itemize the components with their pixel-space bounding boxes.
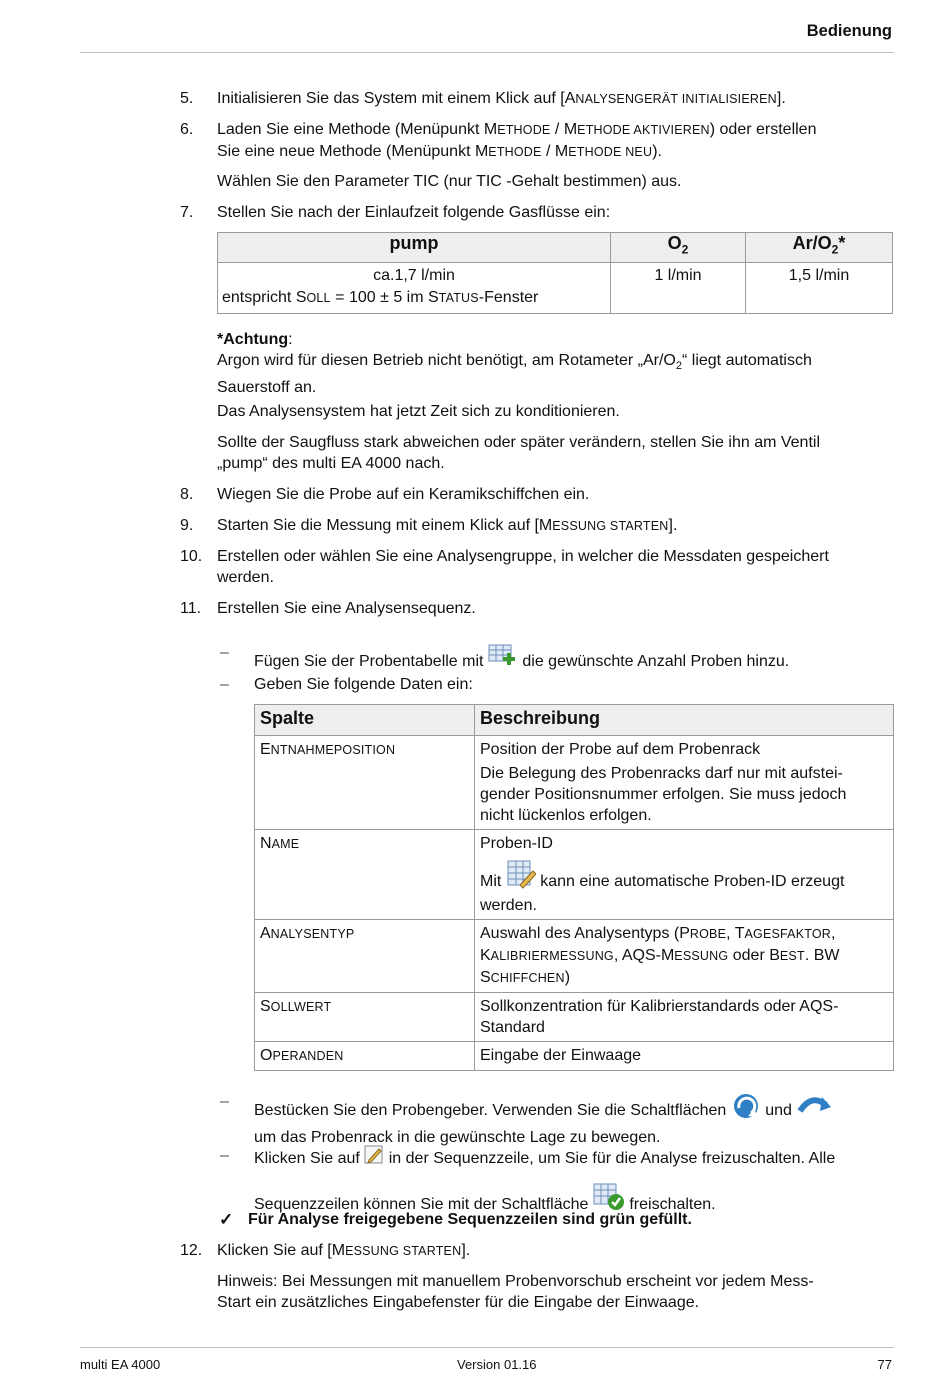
step-6-text: Laden Sie eine Methode (Menüpunkt METHODE / METHODE AKTIVIEREN) oder erstellen Sie eine neue Methode (Menüpunkt METHODE / METHODE NEU). [217,121,817,160]
column-name-cell: NAME [255,830,475,920]
header-divider [80,52,894,53]
step-12-text: Klicken Sie auf [MESSUNG STARTEN]. [217,1242,471,1259]
step-12-hint: Hinweis: Bei Messungen mit manuellem Probenvorschub erscheint vor jedem Mess- Start ein zusätzliches Eingabefenster für die Eingabe der Einwaage. [217,1273,814,1311]
bullet-dash: – [220,1093,229,1110]
footer-product: multi EA 4000 [80,1357,161,1372]
bullet-dash: – [220,1147,229,1164]
step-6-note: Wählen Sie den Parameter TIC (nur TIC -Gehalt bestimmen) aus. [217,173,682,190]
description-cell: Auswahl des Analysentyps (PROBE, TAGESFAKTOR, KALIBRIERMESSUNG, AQS-MESSUNG oder BEST. BW SCHIFFCHEN) [475,920,894,993]
step-number: 5. [180,90,194,107]
column-name-cell: OPERANDEN [255,1042,475,1071]
rotate-rack-cw-icon[interactable] [731,1091,761,1127]
step-9-text: Starten Sie die Messung mit einem Klick auf [MESSUNG STARTEN]. [217,517,678,534]
column-header-beschreibung: Beschreibung [475,705,894,736]
bullet-load-sampler: Bestücken Sie den Probengeber. Verwenden Sie die Schaltflächen und um das Probenrack in die gewünschte Lage zu bewegen. [254,1091,894,1148]
description-cell: Proben-ID Mit kann eine automatische Proben-ID erzeugt werden. [475,830,894,920]
step-number: 8. [180,486,194,503]
step-11-text: Erstellen Sie eine Analysensequenz. [217,600,476,617]
step-number: 7. [180,204,194,221]
step-number: 12. [180,1242,203,1259]
table-row [255,736,894,830]
step-7-text: Stellen Sie nach der Einlaufzeit folgende Gasflüsse ein: [217,204,611,221]
edit-icon[interactable] [364,1145,384,1171]
table-row [255,1042,894,1071]
table-row [218,263,893,314]
step-number: 6. [180,121,194,138]
step-number: 11. [180,600,202,617]
description-cell: Eingabe der Einwaage [475,1042,894,1071]
column-name-cell: ANALYSENTYP [255,920,475,993]
step-8-text: Wiegen Sie die Probe auf ein Keramikschiffchen ein. [217,486,590,503]
auto-id-icon[interactable] [506,859,536,895]
column-name-cell: SOLLWERT [255,993,475,1042]
bullet-add-samples: Fügen Sie der Probentabelle mit die gewünschte Anzahl Proben hinzu. [254,642,894,674]
page-number: 77 [877,1357,892,1372]
description-cell: Sollkonzentration für Kalibrierstandards oder AQS- Standard [475,993,894,1042]
bullet-dash: – [220,644,229,661]
column-header-ar-o2: $Ar/O_2*$ [746,233,893,263]
table-row [255,993,894,1042]
column-header-o2: $O_2$ [611,233,746,263]
add-rows-icon[interactable] [488,642,518,674]
column-header-pump: pump [218,233,611,263]
step-5-text: Initialisieren Sie das System mit einem Klick auf [ANALYSENGERÄT INITIALISIEREN]. [217,90,786,107]
bullet-approve-sequence: Klicken Sie auf in der Sequenzzeile, um Sie für die Analyse freizuschalten. Alle Sequenzzeilen können Sie mit der Schaltfläche freischalten. [254,1145,894,1217]
page-header-title: Bedienung [806,22,892,40]
column-name-cell: ENTNAHMEPOSITION [255,736,475,830]
description-cell: Position der Probe auf dem Probenrack Die Belegung des Probenracks darf nur mit aufstei- gender Positionsnummer erfolgen. Sie muss jedoch nicht lückenlos erfolgen. [475,736,894,830]
checkmark-icon: ✓ [219,1210,234,1229]
pump-cell: ca.1,7 l/min entspricht SOLL = 100 ± 5 im STATUS-Fenster [218,263,611,314]
table-row [255,920,894,993]
rotate-rack-ccw-icon[interactable] [796,1093,832,1123]
bullet-enter-data: Geben Sie folgende Daten ein: [254,676,473,693]
step-10-text: Erstellen oder wählen Sie eine Analysengruppe, in welcher die Messdaten gespeichert werden. [217,548,829,586]
bullet-dash: – [220,676,229,693]
ar-o2-cell: 1,5 l/min [746,263,893,314]
sample-data-table [254,704,894,1071]
column-header-spalte: Spalte [255,705,475,736]
note-paragraph: Das Analysensystem hat jetzt Zeit sich zu konditionieren. [217,403,620,420]
footer-divider [80,1347,894,1348]
step-number: 10. [180,548,203,565]
o2-cell: 1 l/min [611,263,746,314]
step-number: 9. [180,517,194,534]
note-paragraph: Sollte der Saugfluss stark abweichen oder später verändern, stellen Sie ihn am Ventil „pump“ des multi EA 4000 nach. [217,434,821,472]
table-row [255,830,894,920]
warning-note: *Achtung: Argon wird für diesen Betrieb nicht benötigt, am Rotameter $„Ar/O_2“$ liegt automatisch Sauerstoff an. [217,331,812,397]
result-text: Für Analyse freigegebene Sequenzzeilen sind grün gefüllt. [248,1211,692,1228]
gas-flow-table [217,232,893,314]
footer-version: Version 01.16 [457,1357,537,1372]
